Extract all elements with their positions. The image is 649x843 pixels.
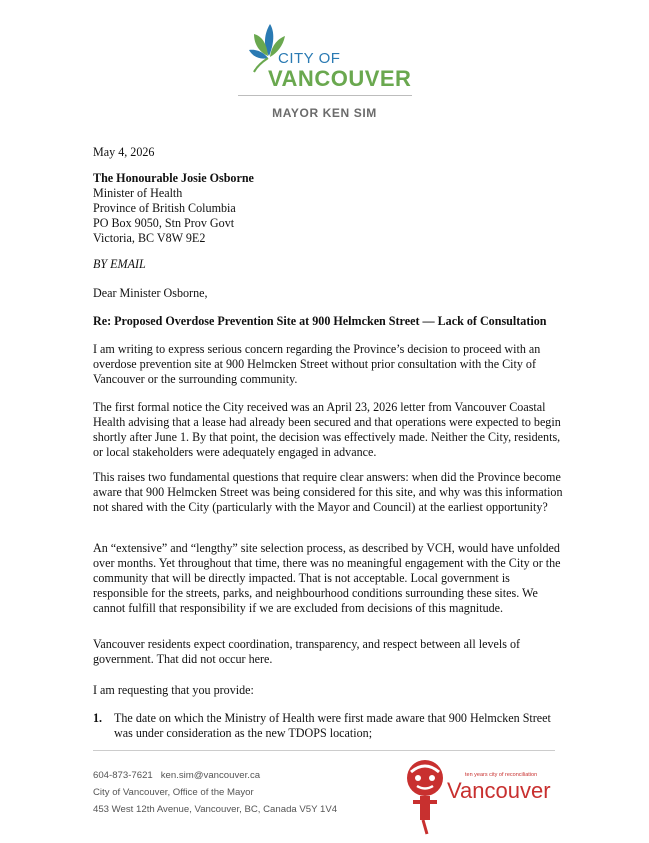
address-line: Victoria, BC V8W 9E2 <box>93 231 206 245</box>
letter-date: May 4, 2026 <box>93 145 155 159</box>
salutation: Dear Minister Osborne, <box>93 286 208 300</box>
logo-city-of: CITY OF <box>278 50 341 67</box>
delivery-method: BY EMAIL <box>93 257 146 271</box>
footer-office: City of Vancouver, Office of the Mayor <box>93 787 254 798</box>
list-number: 1. <box>93 711 103 725</box>
body-paragraph: This raises two fundamental questions that require clear answers: when did the Province become aware that 900 Helmcken Street was being considered for this site, and why was this information not shared with the City (particularly with the Mayor and Council) at the earliest opportunity? <box>93 470 563 514</box>
body-paragraph: I am writing to express serious concern regarding the Province’s decision to proceed with an overdose prevention site at 900 Helmcken Street without prior consultation with the City of Vancouver or the surrounding community. <box>93 342 541 386</box>
body-paragraph: The first formal notice the City received was an April 23, 2026 letter from Vancouver Coastal Health advising that a lease had already been secured and that operations were expected to begin shortly after June 1. By that point, the decision was effectively made. Neither the City, residents, or local stakeholders were adequately engaged in advance. <box>93 400 561 459</box>
address-line: Province of British Columbia <box>93 201 236 215</box>
city-logo <box>248 22 412 91</box>
list-text: The date on which the Ministry of Health were first made aware that 900 Helmcken Street was under consideration as the new TDOPS location; <box>114 711 551 740</box>
header-divider <box>238 95 412 96</box>
body-paragraph: Vancouver residents expect coordination, transparency, and respect between all levels of government. That did not occur here. <box>93 637 521 666</box>
address-line: PO Box 9050, Stn Prov Govt <box>93 216 235 230</box>
logo-vancouver: VANCOUVER <box>268 66 412 91</box>
footer-contact <box>93 767 337 818</box>
footer-phone: 604-873-7621 <box>93 770 153 781</box>
recipient-name: The Honourable Josie Osborne <box>93 171 254 185</box>
brand-name: Vancouver <box>447 778 551 803</box>
body-paragraph: I am requesting that you provide: <box>93 683 254 697</box>
reconciliation-emblem-icon <box>395 756 455 836</box>
footer-address: 453 West 12th Avenue, Vancouver, BC, Canada V5Y 1V4 <box>93 804 338 815</box>
footer-divider <box>93 750 555 751</box>
reconciliation-brand <box>395 756 565 836</box>
mayor-name: MAYOR KEN SIM <box>272 106 377 120</box>
address-line: Minister of Health <box>93 186 183 200</box>
recipient-address <box>93 171 563 246</box>
footer-email[interactable]: ken.sim@vancouver.ca <box>160 770 261 781</box>
brand-tagline: ten years city of reconciliation <box>465 772 538 778</box>
subject-line: Re: Proposed Overdose Prevention Site at 900 Helmcken Street — Lack of Consultation <box>93 314 547 328</box>
body-paragraph: An “extensive” and “lengthy” site selection process, as described by VCH, would have unfolded over months. Yet throughout that time, there was no meaningful engagement with the City or the community that will be directly impacted. That is not acceptable. Local government is responsible for the streets, parks, and neighbourhood conditions surrounding these sites. We cannot fulfill that responsibility if we are excluded from decisions of this magnitude. <box>93 541 561 615</box>
